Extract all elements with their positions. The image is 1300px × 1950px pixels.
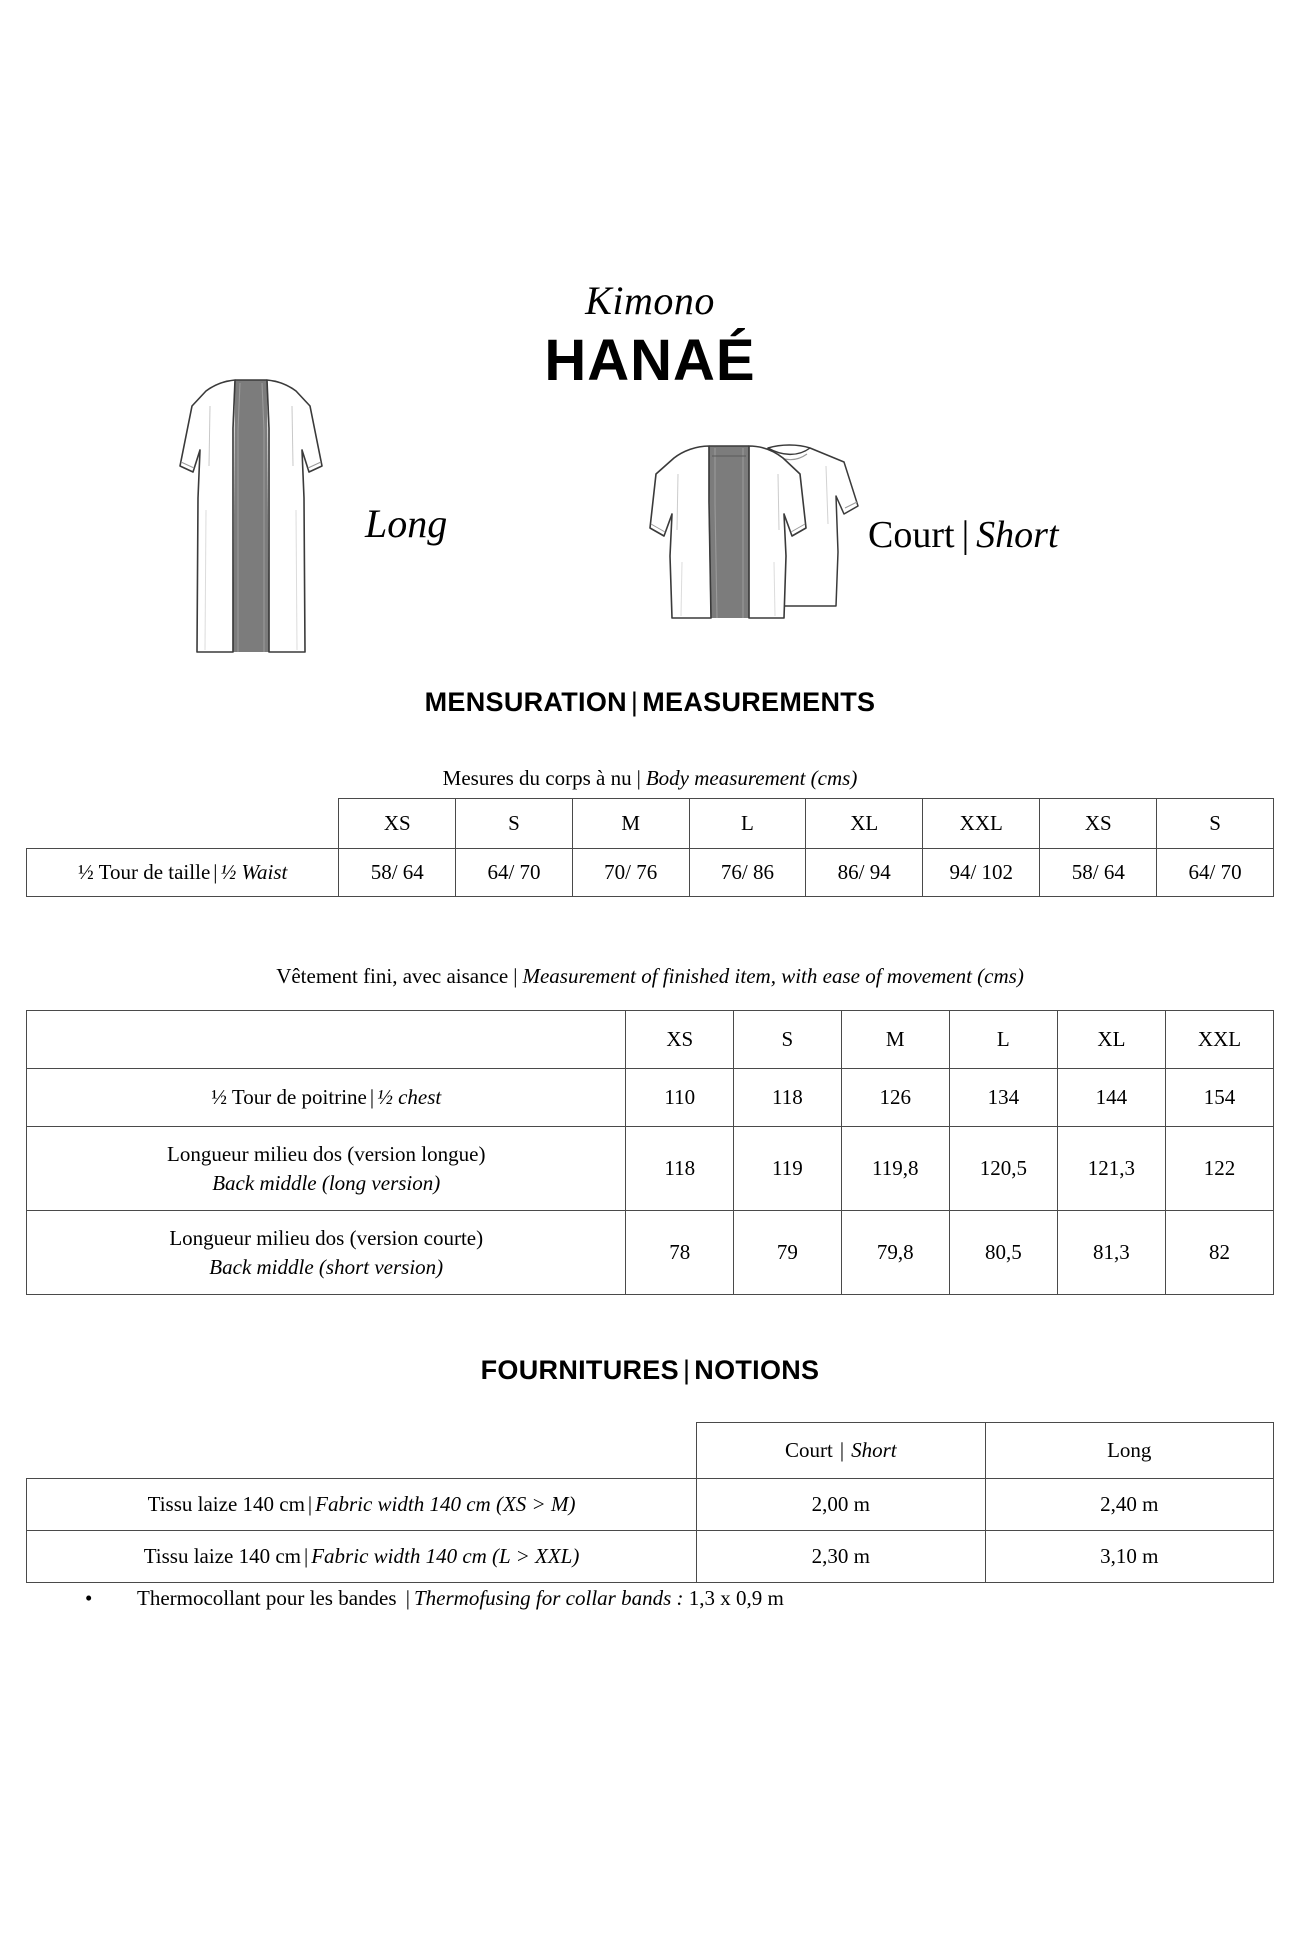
table-row	[27, 1211, 1274, 1295]
row-label-back-short	[27, 1211, 626, 1295]
row-label-waist-en: ½ Waist	[220, 860, 288, 885]
cell-back-long-m: 119,8	[841, 1127, 949, 1211]
bullet-marker-icon: •	[85, 1586, 93, 1610]
table-notions	[26, 1422, 1274, 1583]
column-header-short-en: Short	[851, 1438, 897, 1462]
bullet-text-en: Thermofusing for collar bands :	[413, 1586, 684, 1610]
cell-waist-s-2: 64/ 70	[1157, 849, 1274, 897]
cell-chest-m: 126	[841, 1069, 949, 1127]
cell-back-long-l: 120,5	[949, 1127, 1057, 1211]
row-label-fabric-xs-m-en: Fabric width 140 cm (XS > M)	[315, 1492, 576, 1517]
cell-back-long-xs: 118	[626, 1127, 734, 1211]
table-finished-measurements	[26, 1010, 1274, 1295]
column-header-xxl: XXL	[1165, 1011, 1273, 1069]
column-header-separator: |	[839, 1438, 845, 1462]
table-corner-cell	[27, 1011, 626, 1069]
table-header-row	[27, 1011, 1274, 1069]
caption-body-measurement	[0, 766, 1300, 791]
column-header-xl: XL	[806, 799, 923, 849]
cell-waist-l: 76/ 86	[689, 849, 806, 897]
column-header-xxl: XXL	[923, 799, 1040, 849]
cell-back-short-xl: 81,3	[1057, 1211, 1165, 1295]
page-kicker: Kimono	[585, 278, 715, 323]
caption-finished-en: Measurement of finished item, with ease of movement (cms)	[522, 964, 1024, 988]
cell-fabric-xs-m-short: 2,00 m	[697, 1479, 986, 1531]
row-label-waist	[27, 849, 339, 897]
column-header-l: L	[949, 1011, 1057, 1069]
column-header-xs-1: XS	[339, 799, 456, 849]
table-row	[27, 1127, 1274, 1211]
column-header-short	[697, 1423, 986, 1479]
kimono-short-illustration	[648, 432, 873, 624]
column-header-s-1: S	[456, 799, 573, 849]
bullet-text-value: 1,3 x 0,9 m	[683, 1586, 784, 1610]
table-corner-cell	[27, 799, 339, 849]
heading-separator: |	[630, 687, 639, 717]
column-header-xs: XS	[626, 1011, 734, 1069]
cell-chest-l: 134	[949, 1069, 1057, 1127]
column-header-l: L	[689, 799, 806, 849]
section-heading-notions-en: NOTIONS	[694, 1355, 820, 1385]
cell-back-short-m: 79,8	[841, 1211, 949, 1295]
table-body-measurements	[26, 798, 1274, 897]
table-row	[27, 849, 1274, 897]
label-separator: |	[961, 514, 970, 556]
row-label-chest-fr: ½ Tour de poitrine	[211, 1085, 367, 1110]
section-heading-measurements-en: MEASUREMENTS	[642, 687, 876, 717]
row-label-waist-fr: ½ Tour de taille	[77, 860, 211, 885]
cell-waist-xxl: 94/ 102	[923, 849, 1040, 897]
section-heading-notions	[0, 1355, 1300, 1386]
cell-chest-xs: 110	[626, 1069, 734, 1127]
row-label-fabric-xs-m-fr: Tissu laize 140 cm	[147, 1492, 305, 1517]
heading-separator: |	[682, 1355, 691, 1385]
section-heading-notions-fr: FOURNITURES	[480, 1355, 679, 1385]
row-label-fabric-l-xxl	[27, 1531, 697, 1583]
table-row	[27, 1531, 1274, 1583]
column-header-m: M	[841, 1011, 949, 1069]
row-label-separator: |	[307, 1492, 313, 1517]
section-heading-measurements	[0, 687, 1300, 718]
cell-chest-s: 118	[734, 1069, 842, 1127]
cell-back-short-s: 79	[734, 1211, 842, 1295]
illustration-label-short-en: Short	[976, 514, 1059, 556]
cell-waist-m: 70/ 76	[572, 849, 689, 897]
caption-body-en: Body measurement (cms)	[645, 766, 858, 790]
table-row	[27, 1479, 1274, 1531]
row-label-fabric-l-xxl-en: Fabric width 140 cm (L > XXL)	[311, 1544, 580, 1569]
illustration-label-short	[868, 513, 1059, 557]
cell-chest-xl: 144	[1057, 1069, 1165, 1127]
table-header-row	[27, 1423, 1274, 1479]
row-label-fabric-l-xxl-fr: Tissu laize 140 cm	[143, 1544, 302, 1569]
table-header-row	[27, 799, 1274, 849]
column-header-s-2: S	[1157, 799, 1274, 849]
row-label-fabric-xs-m	[27, 1479, 697, 1531]
page-title: HANAÉ	[544, 328, 756, 393]
caption-finished-item	[0, 964, 1300, 989]
row-label-chest-en: ½ chest	[377, 1085, 442, 1110]
cell-back-short-xs: 78	[626, 1211, 734, 1295]
cell-fabric-xs-m-long: 2,40 m	[985, 1479, 1273, 1531]
cell-back-short-l: 80,5	[949, 1211, 1057, 1295]
cell-back-long-xl: 121,3	[1057, 1127, 1165, 1211]
caption-finished-fr: Vêtement fini, avec aisance	[276, 964, 509, 988]
column-header-long: Long	[985, 1423, 1273, 1479]
cell-waist-xl: 86/ 94	[806, 849, 923, 897]
table-row	[27, 1069, 1274, 1127]
caption-body-fr: Mesures du corps à nu	[442, 766, 632, 790]
illustration-label-long: Long	[365, 501, 448, 546]
section-heading-measurements-fr: MENSURATION	[424, 687, 627, 717]
column-header-xs-2: XS	[1040, 799, 1157, 849]
column-header-xl: XL	[1057, 1011, 1165, 1069]
row-label-back-long-fr: Longueur milieu dos (version longue)	[167, 1142, 486, 1167]
cell-waist-s-1: 64/ 70	[456, 849, 573, 897]
row-label-back-short-en: Back middle (short version)	[209, 1254, 444, 1279]
table-corner-cell	[27, 1423, 697, 1479]
row-label-chest	[27, 1069, 626, 1127]
column-header-s: S	[734, 1011, 842, 1069]
kimono-long-illustration	[176, 370, 326, 660]
caption-separator: |	[513, 964, 518, 988]
cell-back-long-s: 119	[734, 1127, 842, 1211]
row-label-separator: |	[304, 1544, 309, 1569]
cell-fabric-l-xxl-long: 3,10 m	[985, 1531, 1273, 1583]
illustration-label-short-fr: Court	[868, 514, 955, 556]
cell-waist-xs-1: 58/ 64	[339, 849, 456, 897]
cell-fabric-l-xxl-short: 2,30 m	[697, 1531, 986, 1583]
cell-waist-xs-2: 58/ 64	[1040, 849, 1157, 897]
cell-back-short-xxl: 82	[1165, 1211, 1273, 1295]
column-header-short-fr: Court	[785, 1438, 833, 1462]
row-label-separator: |	[213, 860, 218, 885]
bullet-separator: |	[405, 1586, 410, 1610]
column-header-m: M	[572, 799, 689, 849]
cell-back-long-xxl: 122	[1165, 1127, 1273, 1211]
cell-chest-xxl: 154	[1165, 1069, 1273, 1127]
row-label-back-short-fr: Longueur milieu dos (version courte)	[169, 1226, 484, 1251]
row-label-back-long-en: Back middle (long version)	[212, 1170, 441, 1195]
bullet-text-fr: Thermocollant pour les bandes	[137, 1586, 402, 1610]
caption-separator: |	[636, 766, 641, 790]
row-label-back-long	[27, 1127, 626, 1211]
notions-bullet-thermofusing	[85, 1586, 784, 1611]
row-label-separator: |	[369, 1085, 375, 1110]
